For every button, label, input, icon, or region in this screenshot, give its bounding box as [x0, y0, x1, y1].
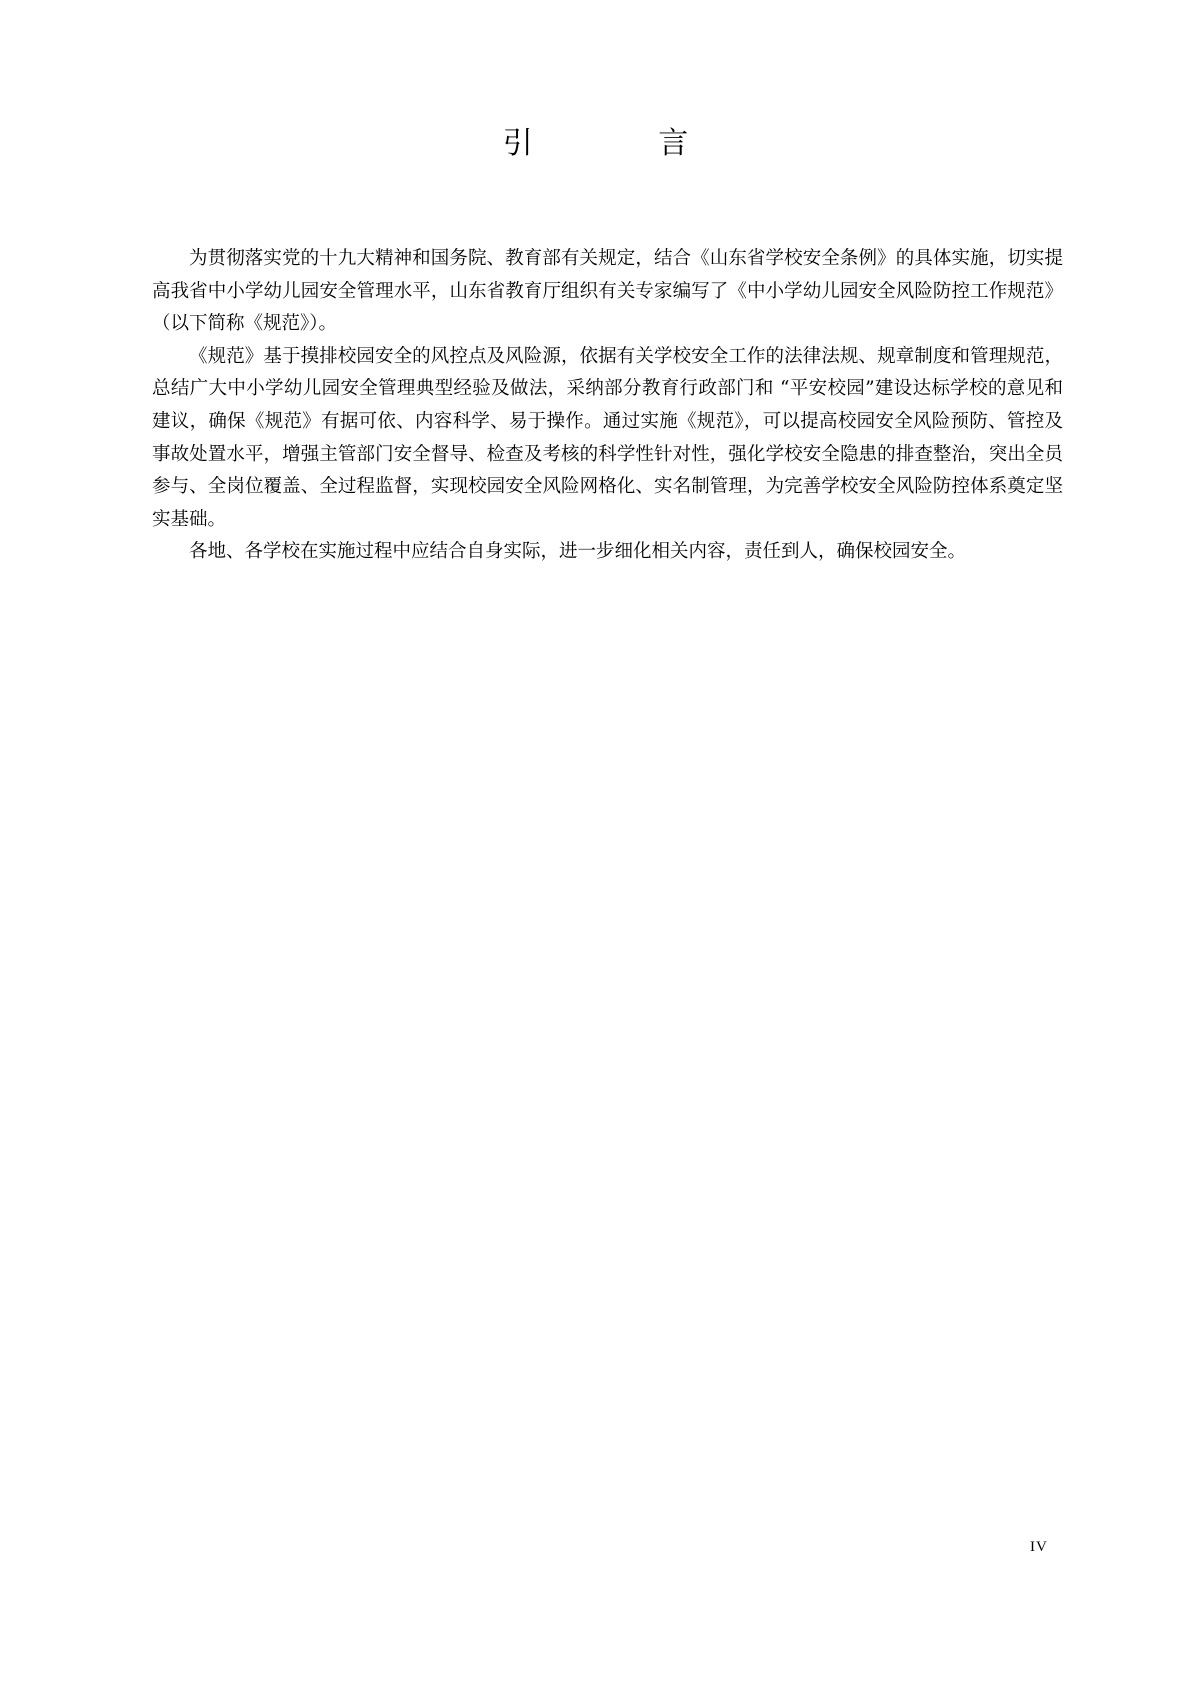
paragraph-1: 为贯彻落实党的十九大精神和国务院、教育部有关规定，结合《山东省学校安全条例》的具体实施，切实提高我省中小学幼儿园安全管理水平，山东省教育厅组织有关专家编写了《中小学幼儿园安全风险防控工作规范》（以下简称《规范》）。 — [152, 248, 1063, 335]
body-text — [152, 243, 1063, 569]
paragraph-3: 各地、各学校在实施过程中应结合自身实际，进一步细化相关内容，责任到人，确保校园安全。 — [189, 541, 967, 563]
page-title: 引 言 — [502, 126, 747, 161]
page-number: IV — [1030, 1539, 1048, 1555]
paragraph-2: 《规范》基于摸排校园安全的风控点及风险源，依据有关学校安全工作的法律法规、规章制度和管理规范，总结广大中小学幼儿园安全管理典型经验及做法，采纳部分教育行政部门和 “平安校园”建设达标学校的意见和建议，确保《规范》有据可依、内容科学、易于操作。通过实施《规范》，可以提高校园安全风险预防、管控及事故处置水平，增强主管部门安全督导、检查及考核的科学性针对性，强化学校安全隐患的排查整治，突出全员参与、全岗位覆盖、全过程监督，实现校园安全风险网格化、实名制管理，为完善学校安全风险防控体系奠定坚实基础。 — [152, 345, 1063, 530]
